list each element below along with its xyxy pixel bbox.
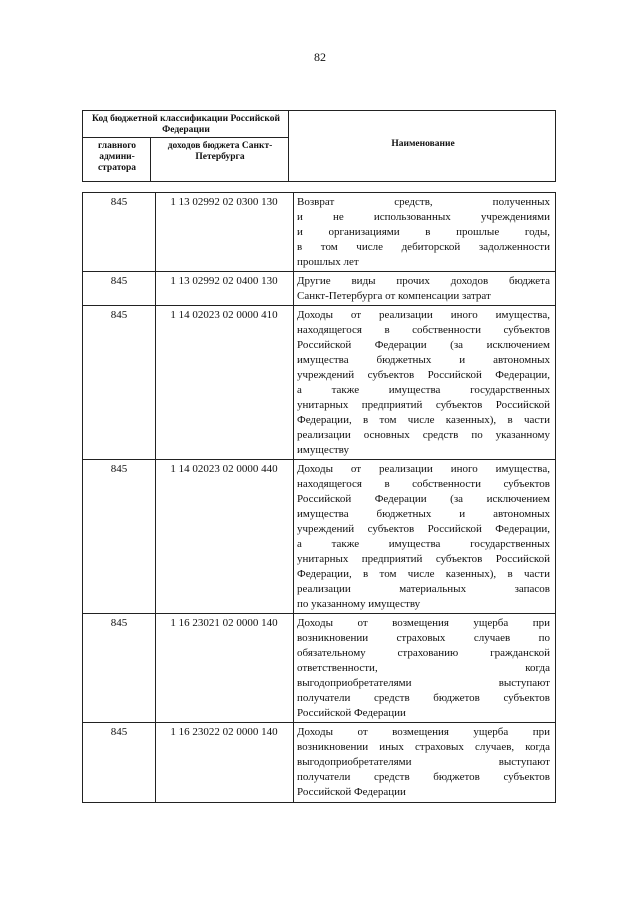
revenue-name [297, 462, 550, 612]
table-row [83, 306, 555, 460]
name-line: а также имущества государственных [297, 538, 550, 550]
header-divider [288, 111, 289, 181]
name-line: выгодоприобретателями выступают [297, 756, 550, 768]
name-line: Другие виды прочих доходов бюджета [297, 275, 550, 287]
name-line: возникновении страховых случаев по [297, 632, 550, 644]
name-line: находящегося в собственности субъектов [297, 324, 550, 336]
header-divider [83, 137, 288, 138]
name-line: Доходы от возмещения ущерба при [297, 617, 550, 629]
header-col-revenue: доходов бюджета Санкт-Петербурга [167, 141, 273, 162]
name-line: Федерации, в том числе казенных), в части [297, 568, 550, 580]
name-line: учреждений субъектов Российской Федерации, [297, 369, 550, 381]
admin-code: 845 [110, 617, 128, 629]
revenue-name [297, 274, 550, 304]
name-line: ответственности, когда [297, 662, 550, 674]
admin-code: 845 [110, 196, 128, 208]
revenue-code: 1 14 02023 02 0000 440 [170, 463, 278, 475]
name-line: возникновении иных страховых случаев, когда [297, 741, 550, 753]
name-line: унитарных предприятий субъектов Российской [297, 399, 550, 411]
name-line: учреждений субъектов Российской Федерации, [297, 523, 550, 535]
name-line: Доходы от возмещения ущерба при [297, 726, 550, 738]
admin-code: 845 [110, 463, 128, 475]
name-line: реализации материальных запасов [297, 583, 550, 595]
name-line: имущества бюджетных и автономных [297, 354, 550, 366]
revenue-code: 1 14 02023 02 0000 410 [170, 309, 278, 321]
admin-code: 845 [110, 275, 128, 287]
revenue-name [297, 308, 550, 458]
header-group-title: Код бюджетной классификации Российской Федерации [92, 114, 280, 135]
name-line: реализации основных средств по указанному [297, 429, 550, 441]
name-line: имуществу [297, 444, 349, 456]
name-line: и организациями в прошлые годы, [297, 226, 550, 238]
name-line: прошлых лет [297, 256, 359, 268]
revenue-code: 1 16 23021 02 0000 140 [170, 617, 278, 629]
header-divider [150, 137, 151, 181]
table-row [83, 272, 555, 306]
page-number: 82 [314, 50, 326, 64]
table-row [83, 614, 555, 723]
name-line: получатели средств бюджетов субъектов [297, 692, 550, 704]
name-line: Российской Федерации [297, 786, 406, 798]
name-line: по указанному имуществу [297, 598, 421, 610]
classification-table [82, 192, 556, 803]
name-line: в том числе дебиторской задолженности [297, 241, 550, 253]
name-line: унитарных предприятий субъектов Российской [297, 553, 550, 565]
admin-code: 845 [110, 309, 128, 321]
table-row [83, 193, 555, 272]
name-line: обязательному страхованию гражданской [297, 647, 550, 659]
name-line: находящегося в собственности субъектов [297, 478, 550, 490]
name-line: Доходы от реализации иного имущества, [297, 463, 550, 475]
name-line: Возврат средств, полученных [297, 196, 550, 208]
name-line: Санкт-Петербурга от компенсации затрат [297, 290, 491, 302]
name-line: Федерации, в том числе казенных), в части [297, 414, 550, 426]
header-col-admin: главного админи-стратора [97, 141, 137, 173]
table-row [83, 460, 555, 614]
revenue-code: 1 16 23022 02 0000 140 [170, 726, 278, 738]
name-line: выгодоприобретателями выступают [297, 677, 550, 689]
revenue-code: 1 13 02992 02 0300 130 [170, 196, 278, 208]
table-row [83, 723, 555, 802]
revenue-name [297, 195, 550, 270]
revenue-name [297, 725, 550, 800]
name-line: имущества бюджетных и автономных [297, 508, 550, 520]
name-line: и не использованных учреждениями [297, 211, 550, 223]
name-line: Российской Федерации [297, 707, 406, 719]
name-line: Доходы от реализации иного имущества, [297, 309, 550, 321]
admin-code: 845 [110, 726, 128, 738]
name-line: а также имущества государственных [297, 384, 550, 396]
revenue-name [297, 616, 550, 721]
name-line: получатели средств бюджетов субъектов [297, 771, 550, 783]
table-header [82, 110, 556, 182]
revenue-code: 1 13 02992 02 0400 130 [170, 275, 278, 287]
header-col-name: Наименование [391, 139, 455, 149]
name-line: Российской Федерации (за исключением [297, 493, 550, 505]
name-line: Российской Федерации (за исключением [297, 339, 550, 351]
